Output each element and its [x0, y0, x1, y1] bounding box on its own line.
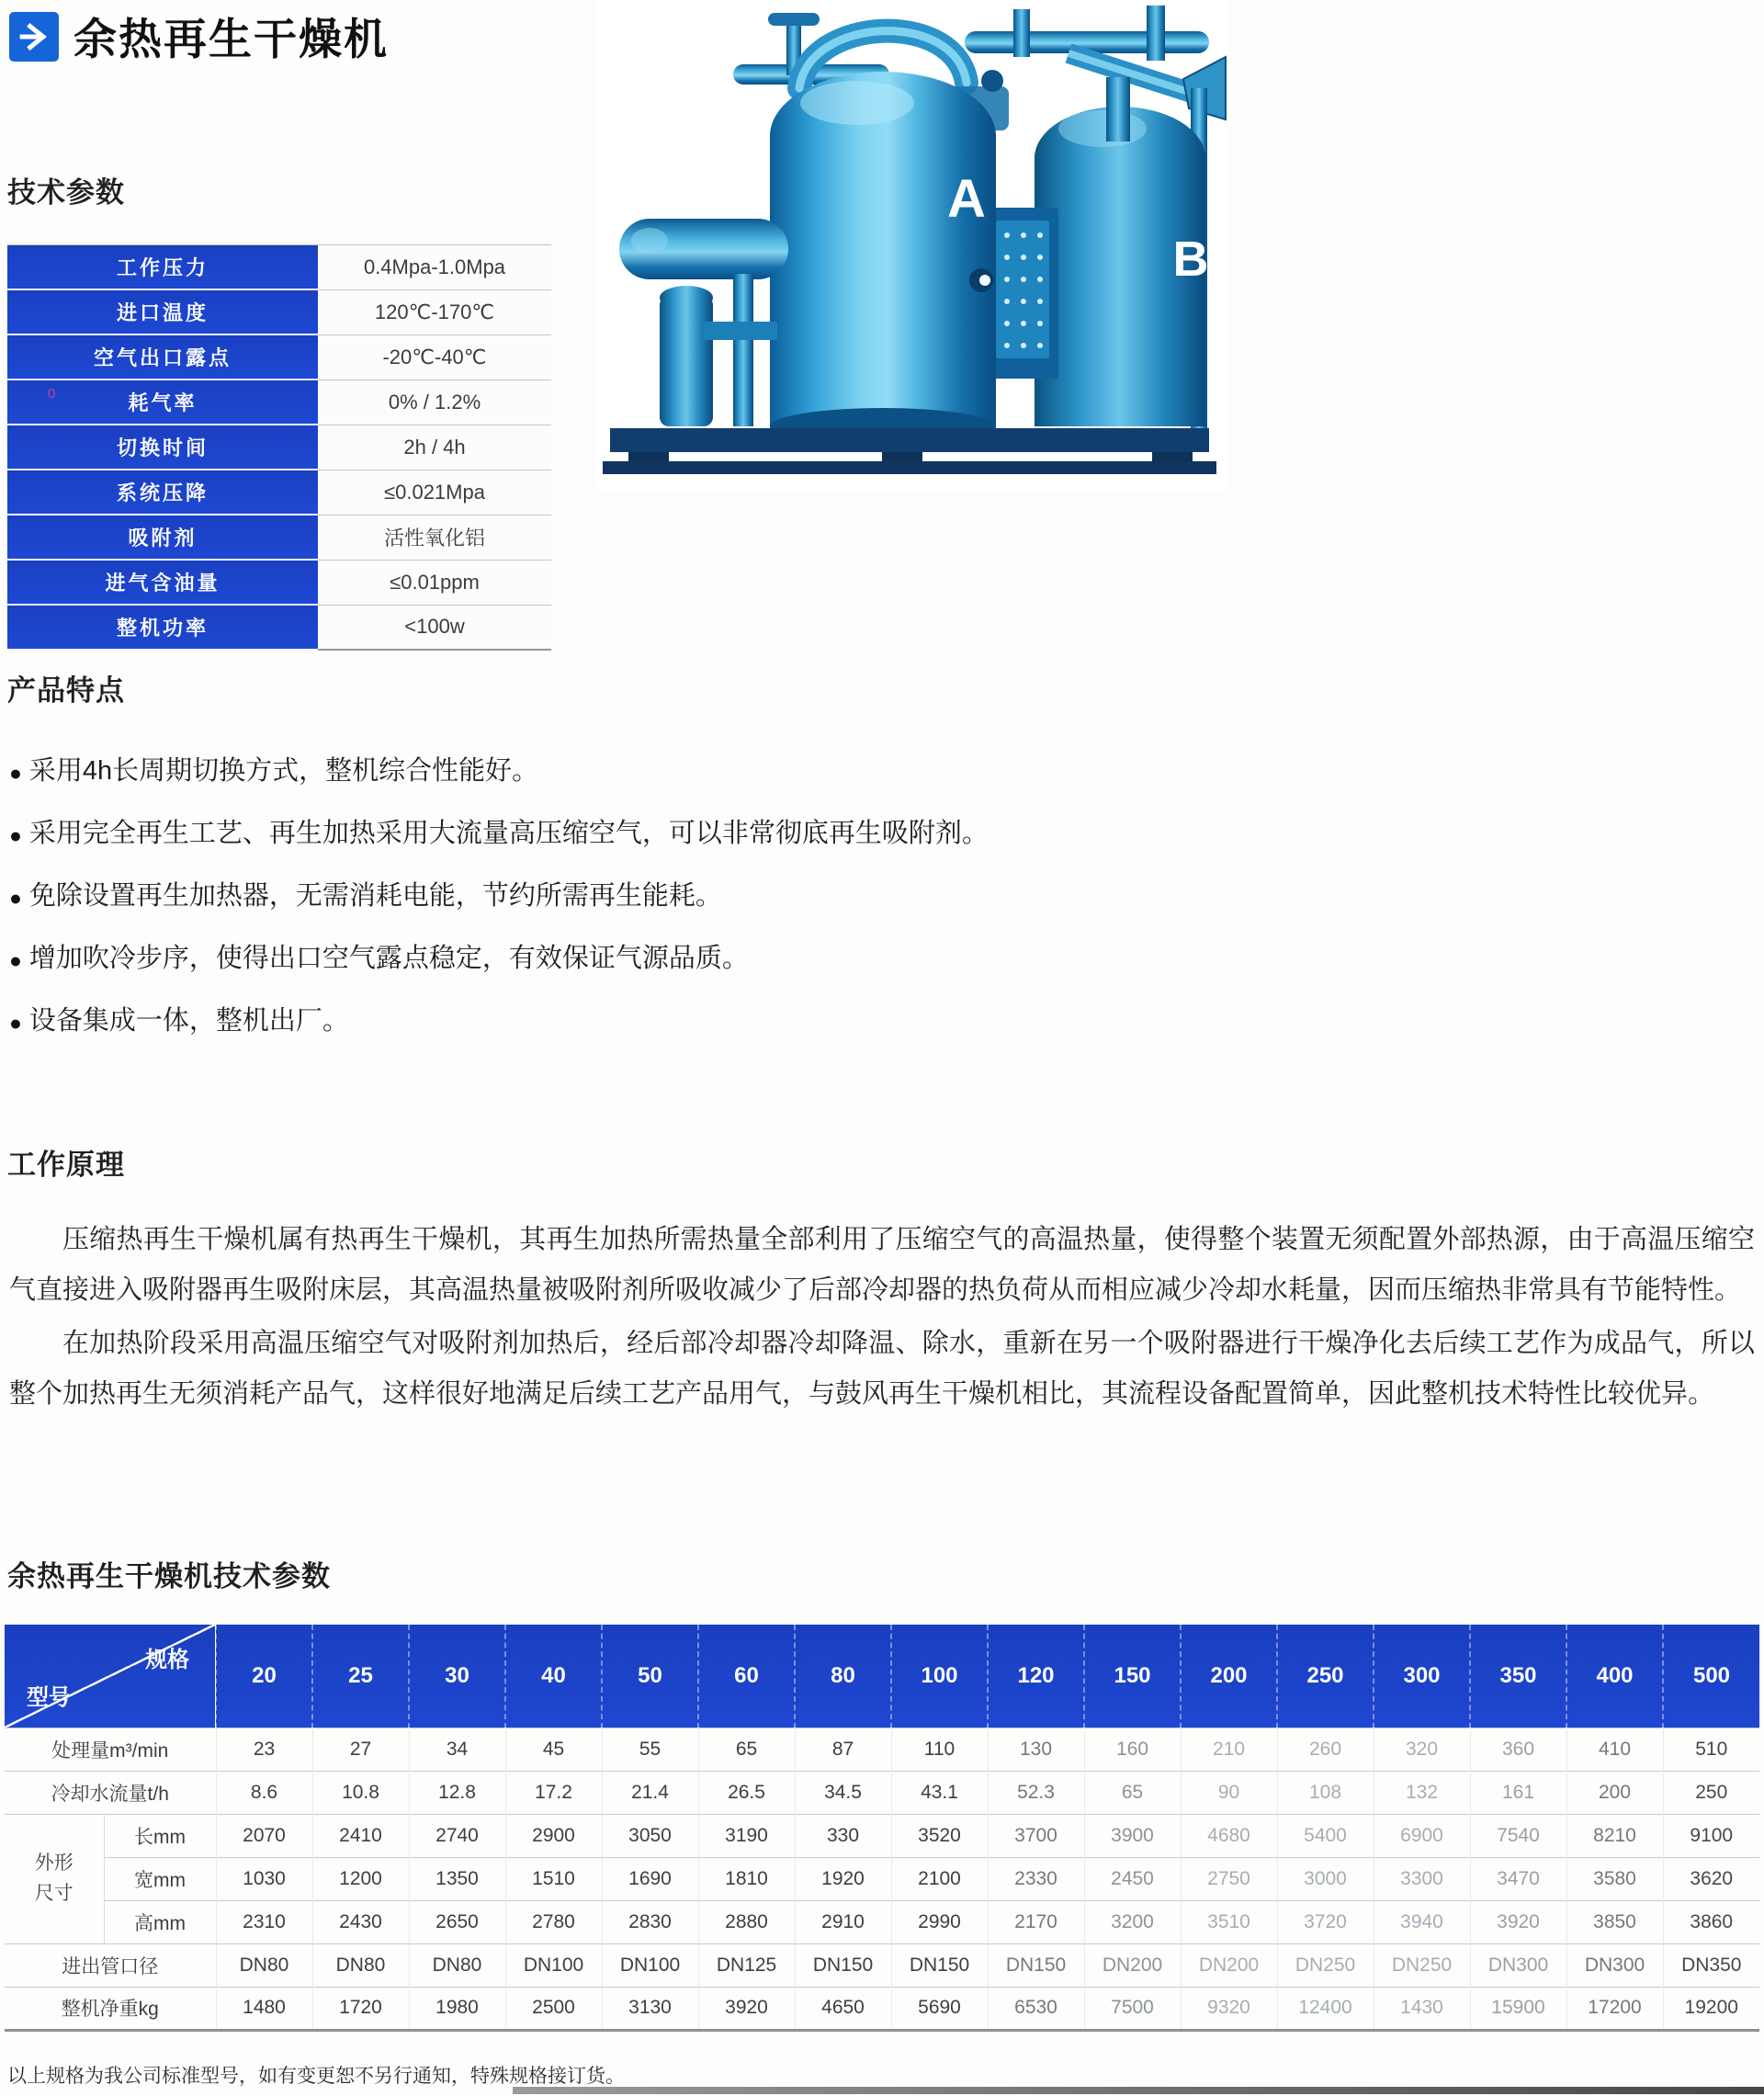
model-value: DN80 [216, 1943, 312, 1987]
spec-row [7, 380, 551, 425]
spec-value: -20℃-40℃ [318, 334, 551, 380]
model-value: 21.4 [602, 1771, 698, 1814]
bullet-icon: ● [9, 823, 22, 848]
model-column-header: 80 [795, 1625, 891, 1728]
model-value: DN150 [988, 1943, 1084, 1987]
model-value: 52.3 [988, 1771, 1084, 1814]
model-row [5, 1987, 1759, 2030]
features-wrap [9, 752, 1589, 1064]
tech-params-heading: 技术参数 [7, 176, 125, 209]
model-value: 2740 [409, 1814, 505, 1857]
model-value: 1510 [505, 1857, 602, 1900]
model-row [5, 1728, 1759, 1771]
model-value: 1350 [409, 1857, 505, 1900]
model-table-heading: 余热再生干燥机技术参数 [7, 1560, 331, 1592]
principle-wrap [9, 1215, 1755, 1422]
spec-row [7, 245, 551, 290]
feature-text: 采用4h长周期切换方式，整机综合性能好。 [28, 756, 539, 786]
model-value: 2880 [698, 1900, 795, 1943]
model-value: 2500 [505, 1987, 602, 2030]
spec-row [7, 470, 551, 515]
model-value: DN250 [1277, 1943, 1374, 1987]
control-cabinet [987, 208, 1058, 379]
model-value: 43.1 [891, 1771, 988, 1814]
feature-text: 免除设置再生加热器，无需消耗电能，节约所需再生能耗。 [28, 881, 722, 912]
model-value: 3850 [1566, 1900, 1663, 1943]
model-value: 3900 [1084, 1814, 1181, 1857]
bottom-edge-strip [513, 2087, 1764, 2094]
model-value: 200 [1566, 1771, 1663, 1814]
arrow-right-icon-glyph [16, 18, 52, 55]
model-value: 45 [505, 1728, 602, 1771]
dryer-machine-illustration [595, 0, 1227, 493]
model-value: 210 [1181, 1728, 1277, 1771]
model-value: 6900 [1374, 1814, 1470, 1857]
footer-note: 以上规格为我公司标准型号，如有变更恕不另行通知，特殊规格接订货。 [7, 2066, 625, 2087]
model-value: 1690 [602, 1857, 698, 1900]
feature-item [9, 877, 1589, 915]
model-value: 87 [795, 1728, 891, 1771]
model-value: 410 [1566, 1728, 1663, 1771]
model-value: 161 [1470, 1771, 1566, 1814]
spec-value: ≤0.01ppm [318, 560, 551, 605]
spec-value: <100w [318, 605, 551, 650]
model-value: 2170 [988, 1900, 1084, 1943]
model-column-header: 500 [1663, 1625, 1759, 1728]
model-value: DN350 [1663, 1943, 1759, 1987]
vessel-b [1035, 77, 1209, 426]
spec-value: 活性氧化铝 [318, 515, 551, 560]
left-tank [660, 286, 713, 426]
model-row [5, 1857, 1759, 1900]
spec-row [7, 605, 551, 650]
spec-label: 切换时间 [7, 425, 318, 470]
spec-label: 工作压力 [7, 245, 318, 290]
feature-text: 设备集成一体，整机出厂。 [28, 1006, 349, 1037]
model-column-header: 250 [1277, 1625, 1374, 1728]
model-column-header: 40 [505, 1625, 602, 1728]
model-value: 10.8 [312, 1771, 409, 1814]
model-value: 1030 [216, 1857, 312, 1900]
model-value: 330 [795, 1814, 891, 1857]
model-value: DN125 [698, 1943, 795, 1987]
model-value: 1920 [795, 1857, 891, 1900]
model-value: 160 [1084, 1728, 1181, 1771]
features-heading: 产品特点 [7, 674, 125, 707]
model-value: 12400 [1277, 1987, 1374, 2030]
model-value: 2410 [312, 1814, 409, 1857]
model-column-header: 30 [409, 1625, 505, 1728]
model-value: 2450 [1084, 1857, 1181, 1900]
spec-row [7, 289, 551, 334]
product-photo [595, 0, 1227, 493]
model-column-header: 400 [1566, 1625, 1663, 1728]
model-column-header: 150 [1084, 1625, 1181, 1728]
bullet-icon: ● [9, 948, 22, 973]
corner-spec-label: 规格 [145, 1648, 189, 1672]
model-value: 3130 [602, 1987, 698, 2030]
principle-heading: 工作原理 [7, 1149, 125, 1181]
model-value: 3510 [1181, 1900, 1277, 1943]
vessel-a [770, 72, 996, 445]
model-group-label: 外形尺寸 [5, 1814, 104, 1943]
model-value: 250 [1663, 1771, 1759, 1814]
principle-paragraph-2: 在加热阶段采用高温压缩空气对吸附剂加热后，经后部冷却器冷却降温、除水，重新在另一个吸附器进行干燥净化去后续工艺作为成品气，所以整个加热再生无须消耗产品气，这样很好地满足后续工艺产品用气，与鼓风再生干燥机相比，其流程设备配置简单，因此整机技术特性比较优异。 [9, 1329, 1755, 1409]
model-table [5, 1625, 1759, 2032]
model-value: 65 [698, 1728, 795, 1771]
bullet-icon: ● [9, 1011, 22, 1036]
spec-label: 吸附剂 [7, 515, 318, 560]
model-column-header: 350 [1470, 1625, 1566, 1728]
spec-row [7, 334, 551, 380]
model-value: 5690 [891, 1987, 988, 2030]
model-value: 19200 [1663, 1987, 1759, 2030]
feature-text: 增加吹冷步序，使得出口空气露点稳定，有效保证气源品质。 [28, 944, 749, 974]
model-value: 12.8 [409, 1771, 505, 1814]
spec-table [7, 244, 551, 651]
model-value: 17200 [1566, 1987, 1663, 2030]
model-value: 1480 [216, 1987, 312, 2030]
spec-value: 2h / 4h [318, 425, 551, 470]
model-column-header: 100 [891, 1625, 988, 1728]
model-column-header: 200 [1181, 1625, 1277, 1728]
model-value: 17.2 [505, 1771, 602, 1814]
model-corner-cell [5, 1625, 216, 1728]
spec-value: 0% / 1.2% [318, 380, 551, 425]
model-value: 3190 [698, 1814, 795, 1857]
model-value: 260 [1277, 1728, 1374, 1771]
model-value: 3000 [1277, 1857, 1374, 1900]
model-value: 9320 [1181, 1987, 1277, 2030]
model-value: DN200 [1181, 1943, 1277, 1987]
corner-model-label: 型号 [27, 1684, 71, 1710]
model-value: 3700 [988, 1814, 1084, 1857]
cross-pipe [704, 322, 777, 340]
model-value: 3940 [1374, 1900, 1470, 1943]
model-value: 2990 [891, 1900, 988, 1943]
model-value: 132 [1374, 1771, 1470, 1814]
base-skid [603, 428, 1216, 474]
model-value: DN150 [795, 1943, 891, 1987]
model-value: 90 [1181, 1771, 1277, 1814]
model-sub-label: 高mm [104, 1900, 216, 1943]
model-table-wrap [5, 1625, 1759, 2032]
model-value: 8.6 [216, 1771, 312, 1814]
model-column-header: 300 [1374, 1625, 1470, 1728]
feature-item [9, 939, 1589, 978]
model-value: 130 [988, 1728, 1084, 1771]
arrow-right-icon [9, 12, 59, 62]
model-sub-label: 宽mm [104, 1857, 216, 1900]
spec-label: 进气含油量 [7, 560, 318, 605]
model-value: 9100 [1663, 1814, 1759, 1857]
doc-header [9, 6, 389, 67]
model-row-label: 进出管口径 [5, 1943, 216, 1987]
model-value: 2430 [312, 1900, 409, 1943]
spec-label: 系统压降 [7, 470, 318, 515]
model-value: DN100 [505, 1943, 602, 1987]
spec-value: 0.4Mpa-1.0Mpa [318, 245, 551, 290]
model-value: 1810 [698, 1857, 795, 1900]
down-pipe [733, 274, 753, 426]
model-value: 2070 [216, 1814, 312, 1857]
model-value: 8210 [1566, 1814, 1663, 1857]
spec-row [7, 425, 551, 470]
page-title: 余热再生干燥机 [74, 15, 389, 63]
model-value: 3050 [602, 1814, 698, 1857]
model-row-label: 处理量m³/min [5, 1728, 216, 1771]
model-column-header: 60 [698, 1625, 795, 1728]
model-value: 1430 [1374, 1987, 1470, 2030]
model-row-label: 整机净重kg [5, 1987, 216, 2030]
feature-item [9, 1002, 1589, 1040]
model-value: 27 [312, 1728, 409, 1771]
spec-row [7, 515, 551, 560]
aftercooler-highlight [631, 228, 668, 254]
model-header-row [5, 1625, 1759, 1728]
model-column-header: 50 [602, 1625, 698, 1728]
model-value: 55 [602, 1728, 698, 1771]
model-column-header: 25 [312, 1625, 409, 1728]
model-value: 1720 [312, 1987, 409, 2030]
model-value: 2910 [795, 1900, 891, 1943]
model-value: 1980 [409, 1987, 505, 2030]
feature-item [9, 814, 1589, 853]
spec-table-wrap [7, 244, 551, 651]
features-list [9, 752, 1589, 1040]
bullet-icon: ● [9, 886, 22, 911]
model-value: 2900 [505, 1814, 602, 1857]
model-value: DN80 [312, 1943, 409, 1987]
model-value: 2750 [1181, 1857, 1277, 1900]
model-value: DN200 [1084, 1943, 1181, 1987]
feature-text: 采用完全再生工艺、再生加热采用大流量高压缩空气，可以非常彻底再生吸附剂。 [28, 819, 989, 849]
spec-label: 耗气率 [7, 380, 318, 425]
model-value: DN250 [1374, 1943, 1470, 1987]
model-value: 4650 [795, 1987, 891, 2030]
model-value: 320 [1374, 1728, 1470, 1771]
spec-value: 120℃-170℃ [318, 289, 551, 334]
model-value: 3470 [1470, 1857, 1566, 1900]
spec-label: 空气出口露点 [7, 334, 318, 380]
model-value: 5400 [1277, 1814, 1374, 1857]
model-row-label: 冷却水流量t/h [5, 1771, 216, 1814]
spec-label: 整机功率 [7, 605, 318, 650]
model-row [5, 1943, 1759, 1987]
model-value: 15900 [1470, 1987, 1566, 2030]
model-value: 3520 [891, 1814, 988, 1857]
vessel-b-label: B [1172, 232, 1209, 287]
model-value: DN100 [602, 1943, 698, 1987]
model-column-header: 120 [988, 1625, 1084, 1728]
model-value: 34.5 [795, 1771, 891, 1814]
model-value: 3200 [1084, 1900, 1181, 1943]
model-row [5, 1900, 1759, 1943]
model-value: 3620 [1663, 1857, 1759, 1900]
spec-value: ≤0.021Mpa [318, 470, 551, 515]
model-value: 3300 [1374, 1857, 1470, 1900]
model-value: 110 [891, 1728, 988, 1771]
model-value: 3920 [698, 1987, 795, 2030]
model-value: 108 [1277, 1771, 1374, 1814]
model-row [5, 1771, 1759, 1814]
model-value: 26.5 [698, 1771, 795, 1814]
model-value: 7540 [1470, 1814, 1566, 1857]
model-value: 510 [1663, 1728, 1759, 1771]
model-row [5, 1814, 1759, 1857]
principle-paragraph-1: 压缩热再生干燥机属有热再生干燥机，其再生加热所需热量全部利用了压缩空气的高温热量，使得整个装置无须配置外部热源，由于高温压缩空气直接进入吸附器再生吸附床层，其高温热量被吸附剂所吸收减少了后部冷却器的热负荷从而相应减少冷却水耗量，因而压缩热非常具有节能特性。 [9, 1225, 1755, 1305]
model-value: DN300 [1470, 1943, 1566, 1987]
bullet-icon: ● [9, 761, 22, 785]
model-value: 23 [216, 1728, 312, 1771]
model-value: 2830 [602, 1900, 698, 1943]
model-value: DN300 [1566, 1943, 1663, 1987]
model-value: 2330 [988, 1857, 1084, 1900]
scan-artifact-zero: 0 [48, 386, 56, 402]
model-value: DN150 [891, 1943, 988, 1987]
model-value: 3920 [1470, 1900, 1566, 1943]
model-sub-label: 长mm [104, 1814, 216, 1857]
model-value: 65 [1084, 1771, 1181, 1814]
vessel-a-label: A [947, 169, 986, 229]
feature-item [9, 752, 1589, 790]
model-value: DN80 [409, 1943, 505, 1987]
model-value: 7500 [1084, 1987, 1181, 2030]
model-value: 1200 [312, 1857, 409, 1900]
model-value: 34 [409, 1728, 505, 1771]
spec-label: 进口温度 [7, 289, 318, 334]
model-column-header: 20 [216, 1625, 312, 1728]
model-value: 6530 [988, 1987, 1084, 2030]
model-value: 360 [1470, 1728, 1566, 1771]
model-value: 2100 [891, 1857, 988, 1900]
model-value: 3860 [1663, 1900, 1759, 1943]
model-value: 2310 [216, 1900, 312, 1943]
model-value: 3580 [1566, 1857, 1663, 1900]
spec-row [7, 560, 551, 605]
model-value: 4680 [1181, 1814, 1277, 1857]
model-value: 3720 [1277, 1900, 1374, 1943]
model-value: 2780 [505, 1900, 602, 1943]
model-value: 2650 [409, 1900, 505, 1943]
